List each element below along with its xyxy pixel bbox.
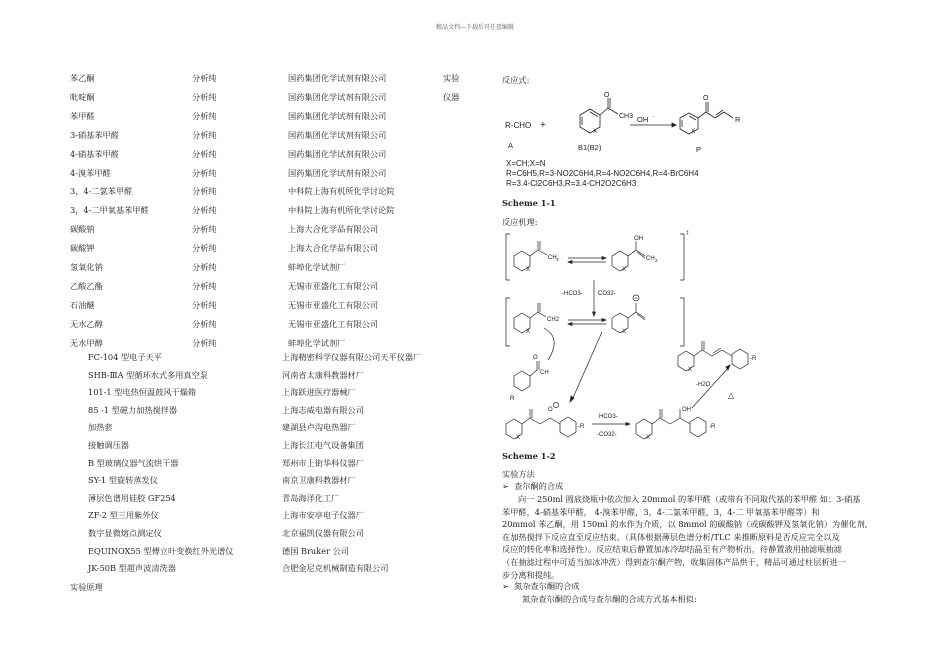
label-a: A [508, 141, 514, 150]
instrument-maker: 上海长江电气设备集团 [282, 440, 364, 450]
section-1-line: 反应的转化率和选择性）。反应结束后静置加冰冷却结晶至有产物析出，待静置液用抽滤瓶抽滤 [502, 544, 842, 555]
svg-text:HCO3-: HCO3- [599, 414, 618, 420]
instrument-name: 薄层色谱用硅胶 GF254 [88, 492, 176, 503]
svg-text:-CO32-: -CO32- [597, 432, 617, 438]
plus-sign: + [540, 120, 546, 131]
section-2-body: 氮杂查尔酮的合成与查尔酮的合成方式基本相似: [522, 594, 697, 604]
instrument-maker: 北京福凯仪器有限公司 [282, 528, 364, 538]
section-1-line: 步分离和提纯。 [502, 569, 560, 580]
instrument-name: SY-1 型旋转蒸发仪 [88, 475, 158, 486]
substituents-line-1: X=CH;X=N [506, 159, 546, 168]
instrument-maker: 河南省太康科教器材厂 [282, 369, 364, 380]
reagent-grade: 分析纯 [192, 205, 217, 216]
section-1-line: 苯甲醛，4-硝基苯甲醛， 4-溴苯甲醛，3，4-二氯苯甲醛，3，4-二 甲氧基苯甲醛等）和 [502, 506, 820, 517]
svg-text:X: X [622, 329, 627, 335]
reagent-supplier: 国药集团化学试剂有限公司 [288, 73, 387, 83]
svg-text:3: 3 [556, 257, 559, 262]
instrument-maker: 上海市安亭电子仪器厂 [282, 510, 364, 521]
label-p: P [696, 145, 702, 154]
svg-text:O: O [604, 92, 610, 99]
instrument-maker: 建湖县卢沟电热器厂 [282, 422, 356, 433]
svg-text:-HCO3-: -HCO3- [562, 291, 583, 297]
svg-text:O: O [703, 95, 709, 102]
svg-text:CH: CH [540, 370, 549, 376]
svg-text:CH3: CH3 [619, 113, 634, 120]
scheme-1-1-diagram [500, 88, 770, 166]
instrument-name: 接触调压器 [88, 440, 129, 450]
method-heading: 实验方法 [502, 469, 535, 479]
instrument-maker: 青岛海洋化工厂 [282, 492, 340, 503]
scheme-1-2-caption: Scheme 1-2 [502, 451, 556, 461]
reagent-name: 3-硝基苯甲醛 [70, 129, 119, 140]
scheme-1-1-caption: Scheme 1-1 [502, 198, 556, 208]
instrument-maker: 合肥金尼克机械制造有限公司 [282, 563, 389, 574]
side-label-instrument: 仪器 [443, 92, 460, 102]
reagent-grade: 分析纯 [192, 262, 217, 272]
svg-text:△: △ [728, 391, 735, 400]
instrument-maker: 南京卫康科教器材厂 [282, 475, 356, 486]
svg-text:X: X [688, 367, 693, 373]
reagent-name: 苯甲醛 [70, 110, 95, 121]
section-2-title: ➢ 氮杂查尔酮的合成 [502, 581, 580, 591]
reagent-rcho: R-CHO [505, 121, 532, 130]
reagent-grade: 分析纯 [192, 299, 217, 310]
reagent-name: 吡啶酮 [70, 91, 95, 102]
reagent-name: 3，4-二甲氧基苯甲醛 [70, 205, 149, 216]
instrument-maker: 上海跃进医疗器械厂 [282, 387, 356, 398]
reagent-supplier: 中科院上海有机所化学讨论院 [288, 186, 395, 197]
reagent-grade: 分析纯 [192, 91, 217, 102]
instrument-name: 101-1 型电热恒温鼓风干燥箱 [88, 387, 197, 398]
svg-text:X: X [593, 128, 598, 135]
reagent-name: 石油醚 [70, 299, 95, 310]
svg-text:O: O [533, 355, 538, 361]
instrument-maker: 郑州市上街华科仪器厂 [282, 457, 364, 468]
section-1-line: （在抽滤过程中可适当加冰冲洗）得到查尔酮产物，收集固体产品烘干，精品可通过柱层析进一 [502, 557, 846, 567]
reagent-supplier: 上海大合化学品有限公司 [288, 224, 379, 235]
instrument-name: FC-104 型电子天平 [88, 352, 162, 362]
reagent-grade: 分析纯 [192, 337, 217, 348]
instrument-name: B 型玻璃仪器气流烘干器 [88, 457, 179, 468]
instrument-name: JK-50B 型超声波清洗器 [88, 563, 176, 574]
reagent-name: 4-硝基苯甲醛 [70, 148, 119, 159]
reagent-grade: 分析纯 [192, 186, 217, 197]
reagent-supplier: 蚌埠化学试剂厂 [288, 337, 346, 348]
reagent-supplier: 国药集团化学试剂有限公司 [288, 167, 387, 178]
svg-text:R: R [735, 115, 741, 124]
reagent-supplier: 国药集团化学试剂有限公司 [288, 110, 387, 121]
svg-text:CH: CH [548, 255, 557, 261]
reagent-supplier: 无锡市亚盛化工有限公司 [288, 299, 379, 310]
reagent-grade: 分析纯 [192, 129, 217, 140]
reagent-grade: 分析纯 [192, 318, 217, 329]
section-1-line: 在加热搅拌下反应直至反应结束。（具体根据薄层色谱分析/TLC 来推断原料是否反应完全以及 [502, 531, 840, 542]
instrument-maker: 德国 Bruker 公司 [282, 545, 349, 556]
reagent-grade: 分析纯 [192, 280, 217, 291]
svg-text:CH2: CH2 [547, 317, 560, 323]
reagent-grade: 分析纯 [192, 167, 217, 178]
svg-text:X: X [526, 267, 531, 273]
svg-text:-: - [653, 114, 655, 120]
reagent-grade: 分析纯 [192, 243, 217, 254]
instrument-maker: 上海志威电器有限公司 [282, 404, 364, 415]
reaction-label: 反应式: [502, 75, 530, 85]
instrument-name: 加热套 [88, 422, 113, 433]
svg-text:X: X [646, 435, 651, 441]
reagent-grade: 分析纯 [192, 224, 217, 235]
svg-text:-R: -R [578, 424, 585, 430]
reagent-grade: 分析纯 [192, 73, 217, 83]
label-b: B1(B2) [578, 143, 602, 152]
section-1-title: ➢ 查尔酮的合成 [502, 481, 564, 491]
instrument-name: 数字显微熔点测定仪 [88, 528, 162, 538]
instrument-name: ZF-2 型三用紫外仪 [88, 510, 159, 521]
principle-heading: 实验原理 [70, 582, 103, 592]
svg-text:OH: OH [634, 236, 643, 242]
svg-text:O: O [548, 407, 553, 413]
svg-text:CH: CH [646, 256, 655, 262]
svg-text:R: R [510, 396, 515, 402]
section-1-line: 20mmol 苯乙酮，用 150ml 的水作为介质，以 8mmol 的碳酸钠（或碳酸钾及氢氧化钠）为催化剂, [502, 519, 868, 530]
svg-text:X: X [526, 329, 531, 335]
reagent-name: 无水甲醇 [70, 337, 103, 348]
scheme-1-2-diagram [502, 228, 782, 446]
instrument-name: 85 -1 型磁力加热搅拌器 [88, 404, 178, 415]
svg-text:-R: -R [750, 356, 757, 362]
instrument-name: EQUINOX55 型傅立叶变换红外光谱仪 [88, 545, 234, 556]
reagent-supplier: 国药集团化学试剂有限公司 [288, 148, 387, 159]
svg-text:X: X [516, 435, 521, 441]
svg-text:-R: -R [709, 424, 716, 430]
svg-text:CO32-: CO32- [598, 291, 616, 297]
reagent-supplier: 中科院上海有机所化学讨论院 [288, 205, 395, 216]
reagent-supplier: 无锡市亚盛化工有限公司 [288, 318, 379, 329]
reagent-supplier: 无锡市亚盛化工有限公司 [288, 280, 379, 291]
reagent-grade: 分析纯 [192, 110, 217, 121]
reagent-name: 苯乙酮 [70, 73, 95, 83]
reagent-name: 无水乙醇 [70, 318, 103, 329]
reagent-grade: 分析纯 [192, 148, 217, 159]
svg-text:X: X [622, 267, 627, 273]
svg-text:X: X [691, 128, 696, 135]
reagent-name: 碳酸钠 [70, 224, 95, 235]
side-label-experiment: 实验 [443, 73, 460, 83]
svg-text:-H2O: -H2O [696, 382, 711, 388]
svg-text:OH: OH [682, 407, 691, 413]
reagent-name: 乙酸乙酯 [70, 280, 103, 291]
reagent-supplier: 蚌埠化学试剂厂 [288, 262, 346, 272]
page-header: 精品文档---下载后可任意编辑 [435, 24, 515, 31]
substituents-line-3: R=3.4-Cl2C6H3,R=3.4-CH2O2C6H3 [506, 179, 637, 188]
reagent-name: 3，4-二氯苯甲醛 [70, 186, 133, 197]
mechanism-label: 反应机理: [502, 217, 538, 227]
reagent-name: 4-溴苯甲醛 [70, 167, 111, 178]
reagent-supplier: 国药集团化学试剂有限公司 [288, 129, 387, 140]
svg-text:‡: ‡ [686, 230, 689, 236]
reagent-name: 碳酸钾 [70, 243, 95, 254]
svg-text:2: 2 [655, 258, 658, 263]
section-1-line: 向一 250ml 圆底烧瓶中依次加入 20mmol 的苯甲醛（或带有不同取代基的苯甲醛 如：3-硝基 [518, 494, 861, 504]
reagent-name: 氢氧化钠 [70, 262, 103, 272]
svg-text:OH: OH [637, 115, 649, 124]
reagent-supplier: 国药集团化学试剂有限公司 [288, 91, 387, 102]
reagent-supplier: 上海大合化学品有限公司 [288, 243, 379, 254]
instrument-name: SHB-ⅢA 型循环水式多用真空泵 [88, 369, 208, 380]
instrument-maker: 上海精密科学仪器有限公司天平仪器厂 [282, 352, 422, 362]
substituents-line-2: R=C6H5,R=3-NO2C6H4,R=4-NO2C6H4,R=4-BrC6H4 [506, 169, 699, 178]
